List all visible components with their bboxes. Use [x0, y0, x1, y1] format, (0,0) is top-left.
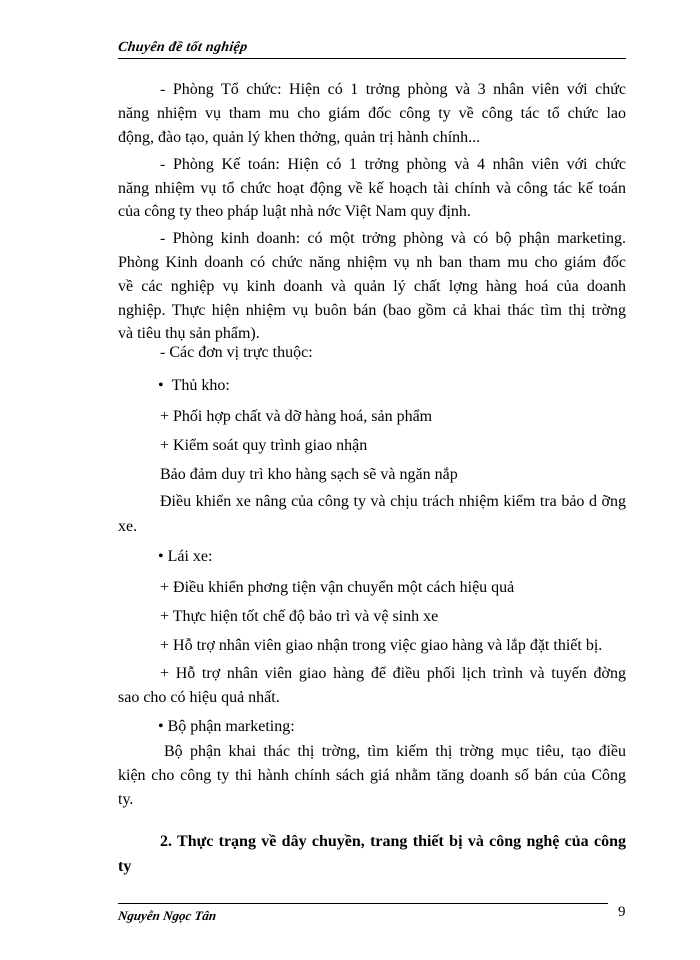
driver-title: Lái xe:: [167, 548, 213, 565]
text-line: nghiệp. Thực hiện nhiệm vụ buôn bán (bao gồm cả khai thác tìm thị trờng: [118, 302, 626, 319]
text-line: Bộ phận khai thác thị trờng, tìm kiếm thị trờng mục tiêu, tạo điều: [164, 743, 626, 760]
paragraph-organization: [118, 78, 626, 126]
text-line: xe.: [118, 518, 138, 535]
marketing-title: Bộ phận marketing:: [167, 718, 295, 735]
paragraph-business: [118, 227, 626, 323]
text-line: năng nhiệm vụ tham mu cho giám đốc công ty về công tác tổ chức lao: [118, 105, 626, 122]
paragraph-marketing: [118, 740, 626, 788]
text-line: kiện cho công ty thi hành chính sách giá nhằm tăng doanh số bán của Công: [118, 767, 626, 784]
text-line: Điều khiển xe nâng của công ty và chịu trách nhiệm kiểm tra bảo d ỡng: [160, 493, 626, 510]
text-line: + Kiểm soát quy trình giao nhận: [160, 437, 368, 454]
text-line: của công ty theo pháp luật nhà nớc Việt Nam quy định.: [118, 203, 471, 220]
page-number: 9: [618, 904, 626, 920]
text-line: sao cho có hiệu quả nhất.: [118, 689, 280, 706]
text-line-justified: [160, 490, 626, 514]
text-line: - Phòng Tổ chức: Hiện có 1 trởng phòng và 3 nhân viên với chức: [160, 81, 626, 98]
text-line: - Phòng Kế toán: Hiện có 1 trởng phòng và 4 nhân viên với chức: [160, 156, 626, 173]
text-line: + Phối hợp chất và dỡ hàng hoá, sản phẩm: [160, 408, 433, 425]
paragraph-accounting: [118, 153, 626, 201]
text-line: - Phòng kinh doanh: có một trởng phòng và có bộ phận marketing.: [160, 230, 626, 247]
text-line: về các nghiệp vụ kinh doanh và quản lý chất lợng hàng hoá của doanh: [118, 278, 626, 295]
bullet-icon: •: [158, 718, 164, 735]
text-line: + Hỗ trợ nhân viên giao nhận trong việc giao hàng và lắp đặt thiết bị.: [160, 637, 603, 654]
text-line: + Thực hiện tốt chế độ bảo trì và vệ sinh xe: [160, 608, 439, 625]
units-heading: - Các đơn vị trực thuộc:: [160, 344, 313, 361]
footer-author: Nguyễn Ngọc Tân: [117, 908, 218, 923]
text-line: ty.: [118, 791, 134, 808]
text-line: + Điều khiển phơng tiện vận chuyển một cách hiệu quả: [160, 579, 515, 596]
bullet-marketing: [158, 717, 295, 737]
section-heading-line: 2. Thực trạng về dây chuyền, trang thiết bị và công nghệ của công: [160, 833, 626, 850]
text-line: năng nhiệm vụ tổ chức hoạt động về kế hoạch tài chính và công tác kế toán: [118, 180, 626, 197]
bullet-driver: [158, 547, 212, 567]
text-line: Phòng Kinh doanh có chức năng nhiệm vụ nh ban tham mu cho giám đốc: [118, 254, 626, 271]
text-line: và tiêu thụ sản phẩm).: [118, 325, 260, 342]
warehouse-title: Thủ kho:: [171, 377, 230, 394]
text-line: động, đào tạo, quản lý khen thởng, quản trị hành chính...: [118, 129, 481, 146]
section-heading: [160, 830, 626, 854]
text-line: + Hỗ trợ nhân viên giao hàng để điều phối lịch trình và tuyến đờng: [160, 665, 626, 682]
bullet-icon: •: [158, 548, 164, 565]
footer-divider: [118, 903, 608, 904]
section-heading-line: ty: [118, 858, 132, 875]
text-line: Bảo đảm duy trì kho hàng sạch sẽ và ngăn nắp: [160, 466, 458, 483]
bullet-icon: •: [158, 377, 164, 394]
page-header: [118, 36, 626, 59]
header-title: Chuyên đề tốt nghiệp: [117, 40, 249, 55]
text-line-justified: [160, 662, 626, 686]
bullet-warehouse: [158, 376, 230, 396]
